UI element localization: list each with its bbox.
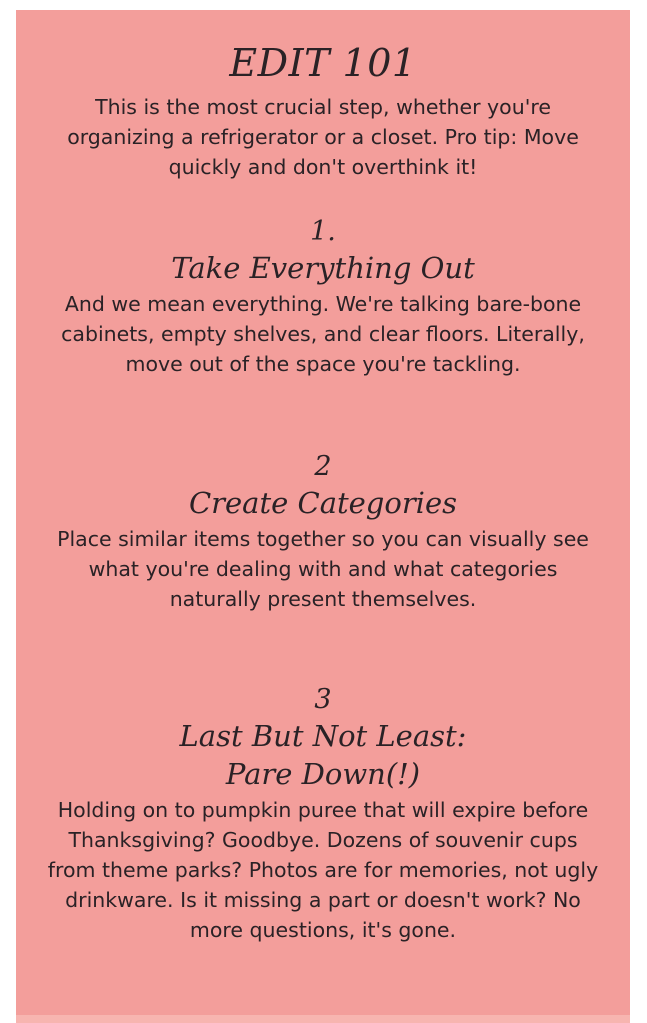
step-1-heading: Take Everything Out <box>171 251 475 285</box>
step-3-number: 3 <box>314 684 332 715</box>
step-3-heading: Last But Not Least: <box>179 719 467 753</box>
step-2-text: Place similar items together so you can visually see what you're dealing with and what categories naturally present themselves. <box>57 527 589 611</box>
step-1-number: 1. <box>310 216 336 247</box>
page-title: EDIT 101 <box>229 41 417 85</box>
step-3-section <box>42 683 604 945</box>
step-2-heading: Create Categories <box>188 486 458 520</box>
edit-101-card <box>16 10 630 1023</box>
step-3-heading-line-2: Pare Down(!) <box>225 757 421 791</box>
step-2-number: 2 <box>314 451 332 482</box>
step-1-text: And we mean everything. We're talking bare-bone cabinets, empty shelves, and clear floors. Literally, move out of the space you're tackling. <box>61 292 585 376</box>
step-1-section <box>42 215 604 379</box>
step-3-text: Holding on to pumpkin puree that will expire before Thanksgiving? Goodbye. Dozens of souvenir cups from theme parks? Photos are for memories, not ugly drinkware. Is it missing a part or doesn't work? No more questions, it's gone. <box>47 798 599 942</box>
intro-text: This is the most crucial step, whether you're organizing a refrigerator or a closet. Pro tip: Move quickly and don't overthink it! <box>67 95 579 179</box>
step-2-section <box>42 450 604 614</box>
